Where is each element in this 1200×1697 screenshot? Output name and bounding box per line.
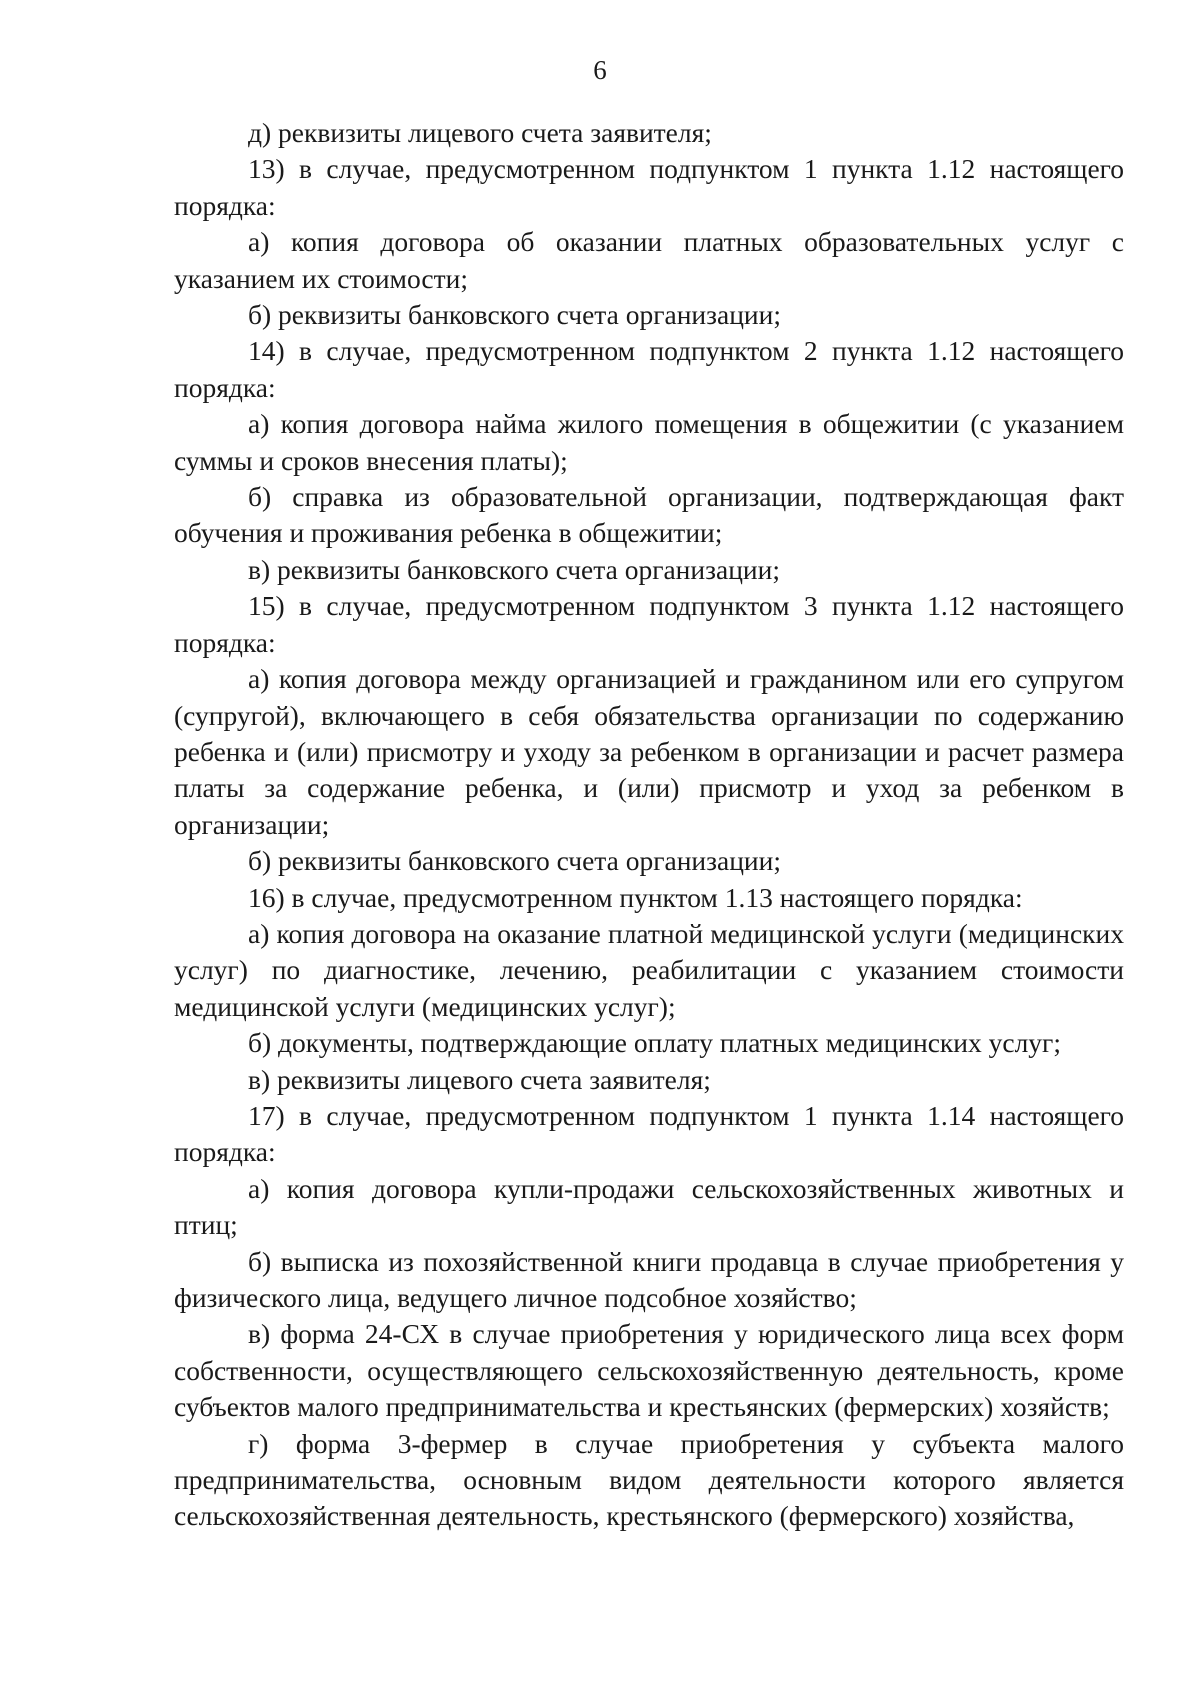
paragraph: в) форма 24-СХ в случае приобретения у юридического лица всех форм собственности, осуществляющего сельскохозяйственную деятельность, кроме субъектов малого предпринимательства и крестьянских (фермерских) хозяйств; [174, 1318, 1124, 1423]
paragraph: а) копия договора об оказании платных образовательных услуг с указанием их стоимости; [174, 226, 1124, 294]
paragraph: 17) в случае, предусмотренном подпунктом 1 пункта 1.14 настоящего порядка: [174, 1099, 1124, 1168]
paragraph: в) реквизиты банковского счета организации; [248, 553, 780, 585]
document-body [174, 115, 1124, 1535]
paragraph: д) реквизиты лицевого счета заявителя; [248, 117, 712, 148]
paragraph: а) копия договора между организацией и гражданином или его супругом (супругой), включающего в себя обязательства организации по содержанию ребенка и (или) присмотру и уходу за ребенком в организации и расчет размера платы за содержание ребенка, и (или) присмотр и уход за ребенком в организации; [174, 663, 1124, 840]
paragraph: 13) в случае, предусмотренном подпунктом 1 пункта 1.12 настоящего порядка: [174, 153, 1124, 221]
paragraph: б) реквизиты банковского счета организации; [248, 845, 781, 877]
paragraph: б) реквизиты банковского счета организации; [248, 299, 781, 331]
paragraph: 15) в случае, предусмотренном подпунктом 3 пункта 1.12 настоящего порядка: [174, 590, 1124, 658]
paragraph: а) копия договора на оказание платной медицинской услуги (медицинских услуг) по диагностике, лечению, реабилитации с указанием стоимости медицинской услуги (медицинских услуг); [174, 917, 1124, 1022]
paragraph: б) выписка из похозяйственной книги продавца в случае приобретения у физического лица, ведущего личное подсобное хозяйство; [174, 1245, 1124, 1313]
paragraph: 16) в случае, предусмотренном пунктом 1.13 настоящего порядка: [248, 881, 1023, 913]
paragraph: а) копия договора найма жилого помещения в общежитии (с указанием суммы и сроков внесения платы); [174, 408, 1124, 476]
paragraph: б) справка из образовательной организации, подтверждающая факт обучения и проживания ребенка в общежитии; [174, 481, 1124, 549]
paragraph: б) документы, подтверждающие оплату платных медицинских услуг; [248, 1027, 1061, 1059]
page-number: 6 [593, 55, 607, 85]
paragraph: а) копия договора купли-продажи сельскохозяйственных животных и птиц; [174, 1172, 1124, 1241]
paragraph: в) реквизиты лицевого счета заявителя; [248, 1063, 711, 1095]
paragraph: г) форма 3-фермер в случае приобретения у субъекта малого предпринимательства, основным видом деятельности которого является сельскохозяйственная деятельность, крестьянского (фермерского) хозяйства, [174, 1427, 1124, 1532]
paragraph: 14) в случае, предусмотренном подпунктом 2 пункта 1.12 настоящего порядка: [174, 335, 1124, 403]
